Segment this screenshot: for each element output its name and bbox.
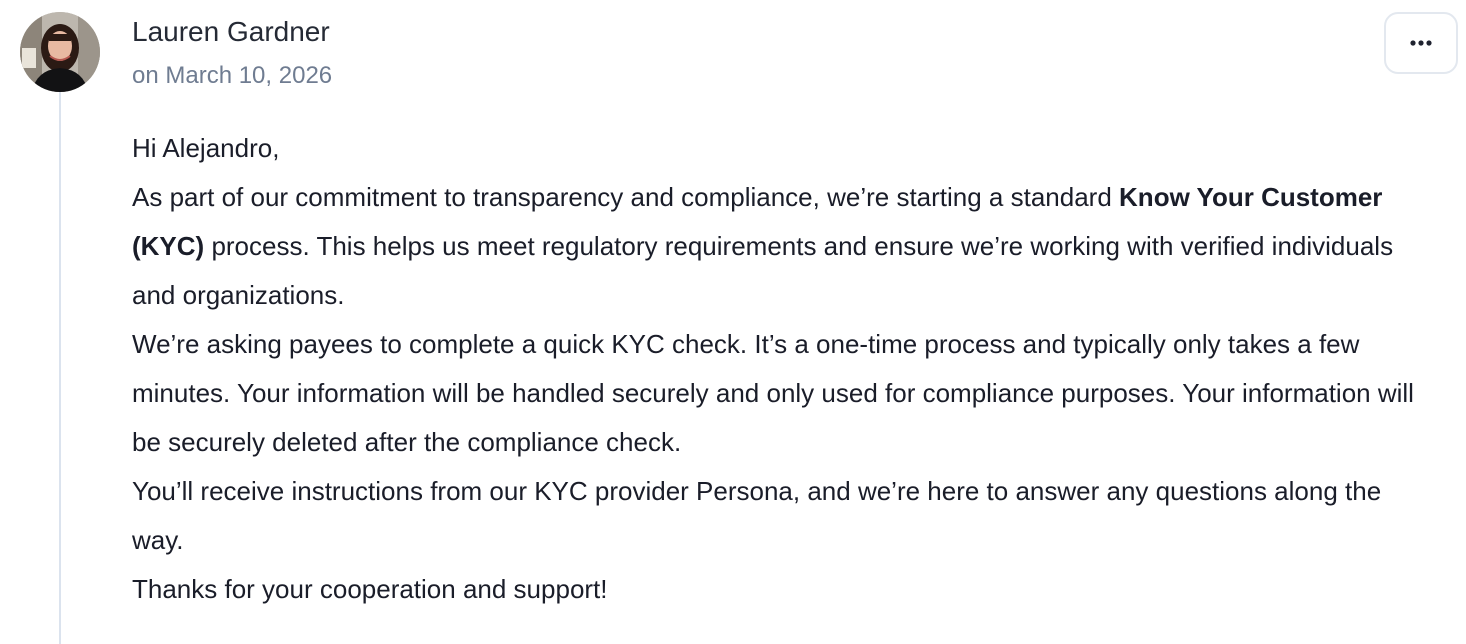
- greeting: Hi Alejandro,: [132, 133, 280, 163]
- message-body: [132, 124, 1432, 614]
- paragraph-kyc-intro: [132, 173, 1432, 320]
- avatar[interactable]: [20, 12, 100, 92]
- thread-line: [59, 92, 61, 644]
- paragraph-kyc-check: We’re asking payees to complete a quick KYC check. It’s a one-time process and typically only takes a few minutes. Your information will be handled securely and only used for compliance purposes. Your information will be securely deleted after the compliance check.: [132, 329, 1414, 457]
- more-options-button[interactable]: [1384, 12, 1458, 74]
- comment-date: on March 10, 2026: [132, 62, 333, 89]
- user-photo-icon: [20, 12, 100, 92]
- more-horizontal-icon: [1409, 39, 1433, 47]
- paragraph-text: As part of our commitment to transparency and compliance, we’re starting a standard: [132, 182, 1120, 212]
- paragraph-instructions: You’ll receive instructions from our KYC provider Persona, and we’re here to answer any questions along the way.: [132, 476, 1382, 555]
- kyc-bold-term: Know Your Customer (KYC): [132, 182, 1383, 261]
- closing: Thanks for your cooperation and support!: [132, 574, 608, 604]
- author-name: Lauren Gardner: [132, 16, 330, 47]
- paragraph-text: process. This helps us meet regulatory requirements and ensure we’re working with verified individuals and organizations.: [132, 231, 1394, 310]
